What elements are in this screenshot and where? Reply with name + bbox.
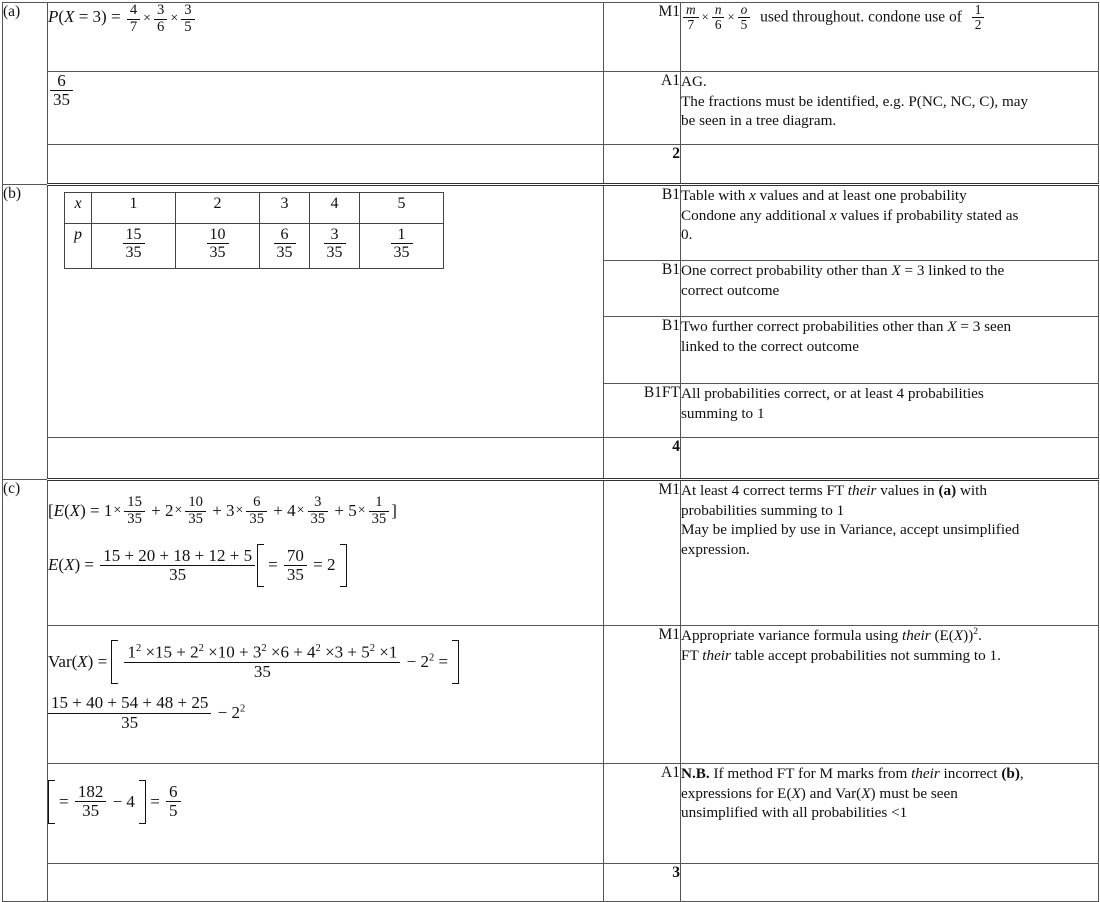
comment-c-m1-1-line3: May be implied by use in Variance, accept unsimplified bbox=[681, 521, 1020, 539]
equation-variance-line2: $\frac{15 + 40 + 54 + 48 + 25}{35}$ − $2^2$ bbox=[46, 694, 603, 732]
comment-b1ft-line2: summing to 1 bbox=[681, 404, 765, 422]
dist-label-p: p bbox=[65, 224, 92, 269]
comment-b1-1-line2: Condone any additional x values if probability stated as bbox=[681, 206, 1019, 224]
working-a-total-blank bbox=[48, 145, 604, 185]
dist-p-3-num: 6 bbox=[280, 226, 289, 243]
equation-expectation-line2: E ( X ) = $\frac{15 + 20 + 18 + 12 + 5}{35}$ = $\frac{70}{35}$ = 2 bbox=[48, 544, 603, 588]
row-a-m1 bbox=[3, 3, 1099, 72]
comment-b-b1-1 bbox=[681, 185, 1099, 261]
dist-p-1 bbox=[92, 224, 176, 269]
working-c-expectation bbox=[48, 480, 604, 626]
dist-p-1-num: 15 bbox=[125, 226, 142, 243]
total-b: 4 bbox=[604, 438, 681, 480]
dist-p-4 bbox=[310, 224, 360, 269]
comment-a-a1 bbox=[681, 72, 1099, 145]
dist-x-4: 4 bbox=[310, 193, 360, 224]
working-c-final bbox=[48, 764, 604, 864]
comment-b1ft-line1: All probabilities correct, or at least 4 probabilities bbox=[681, 385, 984, 402]
dist-p-2 bbox=[176, 224, 260, 269]
comment-b1-3-line1: Two further correct probabilities other than X = 3 seen bbox=[681, 318, 1012, 335]
comment-c-m1-2-line1: Appropriate variance formula using their $(E(X))^2$. bbox=[681, 627, 982, 645]
working-b bbox=[48, 185, 604, 438]
comment-c-a1-line3: unsimplified with all probabilities <1 bbox=[681, 804, 908, 822]
comment-b-b1ft bbox=[681, 384, 1099, 438]
dist-row-x bbox=[65, 193, 444, 224]
mark-b-b1-2: B1 bbox=[604, 261, 681, 317]
dist-label-x: x bbox=[65, 193, 92, 224]
row-a-total bbox=[3, 145, 1099, 185]
comment-b-total-blank bbox=[681, 438, 1099, 480]
comment-b1-2-line1: One correct probability other than X = 3 linked to the bbox=[681, 262, 1005, 279]
dist-p-3-den: 35 bbox=[274, 243, 296, 261]
equation-expectation-line1: [ E ( X ) = 1 × $\frac{15}{35}$ + 2 × $\frac{10}{35}$ + 3 × $\frac{6}{35}$ + 4 × $\frac{3}{35}$ + 5 × $\frac{1}{35}$ ] bbox=[48, 494, 397, 527]
mark-scheme-page bbox=[0, 2, 1100, 881]
comment-b1-1-line3: 0. bbox=[681, 226, 693, 244]
mark-c-m1-2: M1 bbox=[604, 626, 681, 764]
comment-c-m1-1 bbox=[681, 480, 1099, 626]
dist-x-1: 1 bbox=[92, 193, 176, 224]
working-c-total-blank bbox=[48, 864, 604, 902]
working-b-total-blank bbox=[48, 438, 604, 480]
row-b-total bbox=[3, 438, 1099, 480]
dist-p-4-num: 3 bbox=[330, 226, 339, 243]
mark-c-m1-1: M1 bbox=[604, 480, 681, 626]
comment-a-a1-line2: The fractions must be identified, e.g. P(NC, NC, C), may bbox=[681, 92, 1029, 110]
equation-p-x-equals-3: P(X = 3) = $\frac{4}{7}$ × $\frac{3}{6}$ × $\frac{3}{5}$ bbox=[48, 3, 603, 36]
comment-b1-1-line1: Table with x values and at least one probability bbox=[681, 187, 967, 204]
row-c-m1-2 bbox=[3, 626, 1099, 764]
comment-c-m1-1-line2: probabilities summing to 1 bbox=[681, 501, 845, 519]
probability-distribution-table bbox=[64, 192, 444, 269]
equation-variance-line1: Var ( X ) = $\frac{1^2 \times 15 + 2^2 \times 10 + 3^2 \times 6 + 4^2 \times 3 + 5^2 \times 1}{35}$ − $2^2$ = bbox=[48, 640, 603, 684]
comment-c-a1 bbox=[681, 764, 1099, 864]
comment-c-m1-2 bbox=[681, 626, 1099, 764]
mark-b-b1-1: B1 bbox=[604, 185, 681, 261]
row-a-a1 bbox=[3, 72, 1099, 145]
comment-b1-3-line2: linked to the correct outcome bbox=[681, 337, 859, 355]
total-c: 3 bbox=[604, 864, 681, 902]
dist-p-1-den: 35 bbox=[123, 243, 145, 261]
dist-p-5-num: 1 bbox=[397, 226, 406, 243]
row-c-total bbox=[3, 864, 1099, 902]
comment-c-m1-1-line4: expression. bbox=[681, 540, 750, 558]
mark-a-m1: M1 bbox=[604, 3, 681, 72]
comment-c-total-blank bbox=[681, 864, 1099, 902]
comment-c-m1-1-line1: At least 4 correct terms FT their values in (a) with bbox=[681, 482, 987, 499]
dist-row-p bbox=[65, 224, 444, 269]
row-c-a1 bbox=[3, 764, 1099, 864]
comment-b-b1-2 bbox=[681, 261, 1099, 317]
comment-c-a1-line1: N.B. If method FT for M marks from their incorrect (b), bbox=[681, 765, 1024, 782]
comment-c-a1-line2: expressions for E(X) and Var(X) must be seen bbox=[681, 784, 958, 802]
equation-final-answer: = $\frac{182}{35}$ − 4 = $\frac{6}{5}$ bbox=[48, 780, 603, 824]
dist-x-2: 2 bbox=[176, 193, 260, 224]
row-b-b1-1 bbox=[3, 185, 1099, 261]
mark-b-b1ft: B1FT bbox=[604, 384, 681, 438]
dist-x-3: 3 bbox=[260, 193, 310, 224]
dist-x-5: 5 bbox=[360, 193, 444, 224]
comment-b-b1-3 bbox=[681, 317, 1099, 384]
dist-p-5 bbox=[360, 224, 444, 269]
dist-p-5-den: 35 bbox=[391, 243, 413, 261]
dist-p-2-num: 10 bbox=[209, 226, 226, 243]
part-label-b: (b) bbox=[3, 185, 48, 480]
mark-a-a1: A1 bbox=[604, 72, 681, 145]
working-a-line1 bbox=[48, 3, 604, 72]
working-c-variance bbox=[48, 626, 604, 764]
row-c-m1-1 bbox=[3, 480, 1099, 626]
answer-6-over-35: $\frac{6}{35}$ bbox=[48, 72, 603, 110]
comment-a-m1-math: $\frac{m}{7}$ × $\frac{n}{6}$ × $\frac{o}{5}$ used throughout. condone use of $\frac{1}{2}$ bbox=[681, 3, 1098, 33]
total-a: 2 bbox=[604, 145, 681, 185]
mark-c-a1: A1 bbox=[604, 764, 681, 864]
comment-a-m1 bbox=[681, 3, 1099, 72]
mark-b-b1-3: B1 bbox=[604, 317, 681, 384]
comment-a-total-blank bbox=[681, 145, 1099, 185]
dist-p-2-den: 35 bbox=[207, 243, 229, 261]
working-a-line2 bbox=[48, 72, 604, 145]
comment-a-a1-line3: be seen in a tree diagram. bbox=[681, 112, 837, 130]
comment-c-m1-2-line2: FT their table accept probabilities not summing to 1. bbox=[681, 646, 1001, 664]
mark-scheme-table bbox=[2, 2, 1099, 902]
part-label-c: (c) bbox=[3, 480, 48, 902]
part-label-a: (a) bbox=[3, 3, 48, 185]
dist-p-4-den: 35 bbox=[324, 243, 346, 261]
comment-b1-2-line2: correct outcome bbox=[681, 281, 780, 299]
comment-a-a1-line1: AG. bbox=[681, 73, 707, 90]
dist-p-3 bbox=[260, 224, 310, 269]
